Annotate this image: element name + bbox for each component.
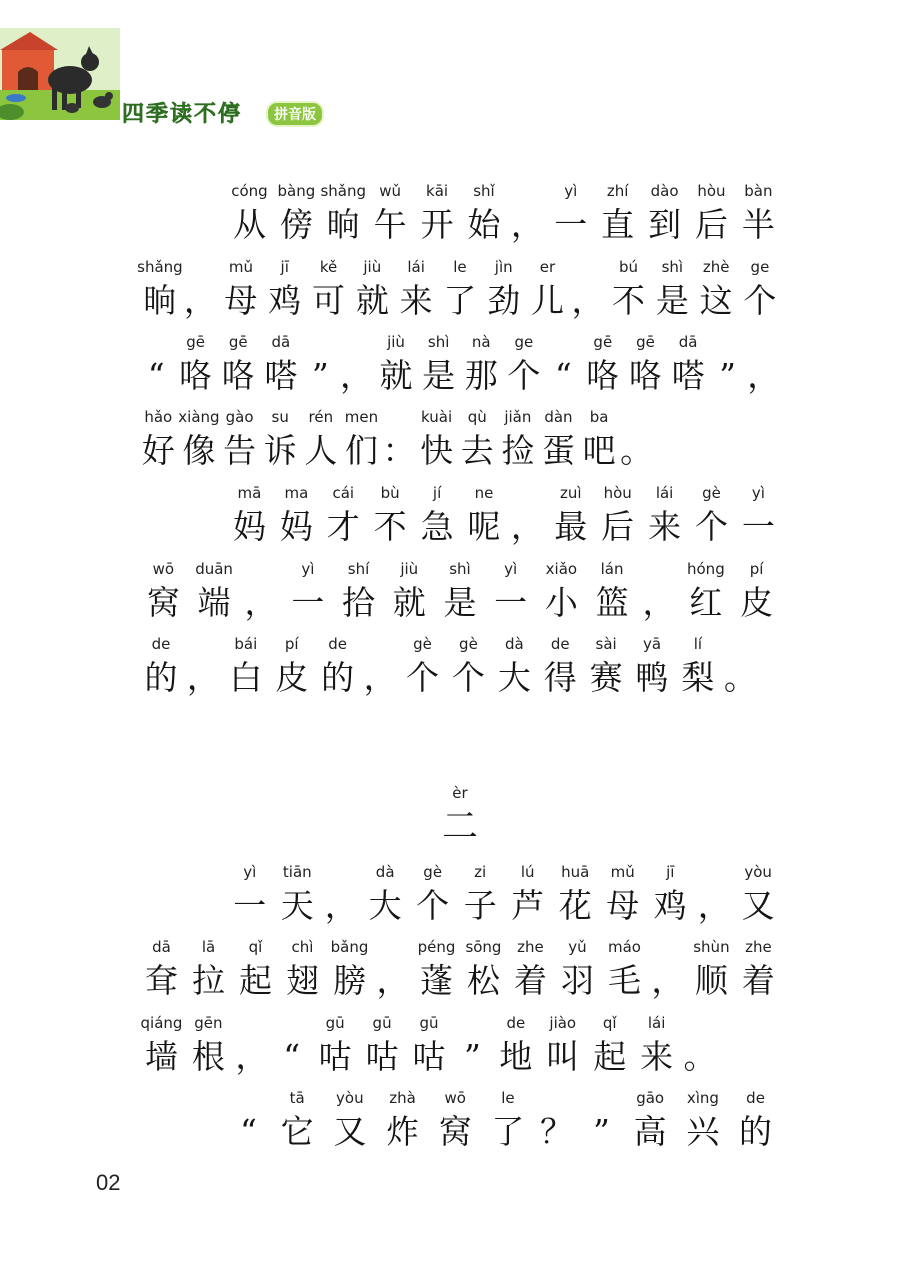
pinyin: jiào bbox=[549, 1014, 577, 1032]
hanzi: 窝 bbox=[438, 1112, 472, 1151]
pinyin: de bbox=[328, 635, 347, 653]
hanzi: 一 bbox=[233, 886, 267, 925]
hanzi: 嗒 bbox=[264, 356, 298, 395]
pinyin: qiáng bbox=[140, 1014, 183, 1032]
hanzi: 梨 bbox=[681, 658, 715, 697]
pinyin: shǎng bbox=[320, 182, 367, 200]
hanzi: 毛 bbox=[607, 961, 641, 1000]
pinyin: dā bbox=[271, 333, 291, 351]
pinyin: jī bbox=[666, 863, 675, 881]
hanzi: 就 bbox=[392, 583, 426, 622]
pinyin: dā bbox=[152, 938, 171, 956]
hanzi: 鸡 bbox=[653, 886, 687, 925]
pinyin: duān bbox=[195, 560, 233, 578]
pinyin: xiàng bbox=[178, 408, 220, 426]
pinyin: hòu bbox=[697, 182, 726, 200]
hanzi: 咕 bbox=[318, 1037, 352, 1076]
pinyin: sōng bbox=[465, 938, 502, 956]
pinyin: yì bbox=[301, 560, 315, 578]
hanzi: 直 bbox=[601, 205, 635, 244]
hanzi: 就 bbox=[355, 281, 389, 320]
pinyin bbox=[726, 331, 802, 353]
pinyin: yì bbox=[504, 560, 518, 578]
pinyin: hóng bbox=[687, 560, 725, 578]
hanzi: “ bbox=[283, 1037, 301, 1076]
pinyin: lí bbox=[693, 635, 703, 653]
hanzi: 地 bbox=[499, 1037, 533, 1076]
pinyin: zhí bbox=[606, 182, 629, 200]
pinyin: zhà bbox=[389, 1089, 416, 1107]
hanzi: 着 bbox=[741, 961, 775, 1000]
hanzi: 松 bbox=[466, 961, 500, 1000]
text-line bbox=[226, 482, 782, 558]
pinyin: mǔ bbox=[228, 258, 253, 276]
hanzi: 个 bbox=[416, 886, 450, 925]
pinyin: le bbox=[453, 258, 467, 276]
hanzi-with-pinyin bbox=[734, 861, 782, 929]
section-number: 二 bbox=[441, 806, 478, 847]
text-line bbox=[138, 331, 782, 407]
pinyin: yì bbox=[751, 484, 765, 502]
hanzi: 大 bbox=[497, 658, 531, 697]
pinyin: nà bbox=[471, 333, 491, 351]
pinyin: jiù bbox=[387, 333, 405, 351]
hanzi: “ bbox=[147, 356, 165, 395]
pinyin: gē bbox=[228, 333, 248, 351]
pinyin: ba bbox=[589, 408, 609, 426]
hanzi: 拉 bbox=[192, 961, 225, 1000]
hanzi: 翅 bbox=[286, 961, 319, 1000]
pinyin: bàn bbox=[744, 182, 773, 200]
hanzi: 。 bbox=[683, 1037, 717, 1076]
hanzi: 半 bbox=[741, 205, 775, 244]
pinyin: shì bbox=[661, 258, 684, 276]
pinyin: qǐ bbox=[602, 1014, 617, 1032]
pinyin: xìng bbox=[686, 1089, 719, 1107]
hanzi: 母 bbox=[224, 281, 258, 320]
hanzi: 子 bbox=[463, 886, 497, 925]
pinyin: jìn bbox=[494, 258, 513, 276]
hanzi: 不 bbox=[373, 507, 407, 546]
pinyin: gē bbox=[636, 333, 655, 351]
hanzi: ” bbox=[592, 1112, 610, 1151]
pinyin: ne bbox=[474, 484, 494, 502]
hanzi: 是 bbox=[422, 356, 456, 395]
hanzi: 顺 bbox=[694, 961, 728, 1000]
hanzi: ， bbox=[510, 205, 544, 244]
pinyin: gēn bbox=[194, 1014, 223, 1032]
hanzi: ” bbox=[311, 356, 329, 395]
hanzi: 从 bbox=[232, 205, 266, 244]
text-line bbox=[138, 558, 782, 634]
pinyin: shǎng bbox=[137, 258, 183, 276]
pinyin bbox=[660, 1012, 740, 1034]
doghouse-illustration bbox=[0, 28, 120, 120]
hanzi: 。 bbox=[620, 431, 654, 470]
pinyin: yǔ bbox=[568, 938, 587, 956]
hanzi: ” bbox=[719, 356, 736, 395]
hanzi: 好 bbox=[141, 431, 175, 470]
hanzi: 白 bbox=[229, 658, 263, 697]
pinyin: dào bbox=[650, 182, 679, 200]
hanzi: 高 bbox=[633, 1112, 667, 1151]
series-title: 四季读不停 bbox=[122, 101, 243, 127]
pinyin: zi bbox=[474, 863, 487, 881]
hanzi: 天 bbox=[280, 886, 314, 925]
punctuation bbox=[680, 1012, 720, 1080]
pinyin: jiù bbox=[400, 560, 419, 578]
hanzi: ， bbox=[186, 658, 220, 697]
text-line bbox=[138, 633, 760, 709]
pinyin: yòu bbox=[336, 1089, 364, 1107]
pinyin: bú bbox=[619, 258, 639, 276]
hanzi: 来 bbox=[640, 1037, 674, 1076]
pinyin: rén bbox=[308, 408, 334, 426]
pinyin: shì bbox=[449, 560, 471, 578]
hanzi: ， bbox=[183, 281, 217, 320]
hanzi-with-pinyin bbox=[738, 256, 782, 324]
pinyin: qù bbox=[467, 408, 487, 426]
pinyin: wō bbox=[152, 560, 175, 578]
pinyin: gū bbox=[372, 1014, 392, 1032]
pinyin: shǐ bbox=[473, 182, 495, 200]
hanzi: 耷 bbox=[145, 961, 178, 1000]
hanzi: 告 bbox=[223, 431, 257, 470]
hanzi: ， bbox=[642, 583, 676, 622]
pinyin: bái bbox=[234, 635, 258, 653]
hanzi: 儿 bbox=[531, 281, 564, 320]
hanzi: 咯 bbox=[586, 356, 620, 395]
hanzi: 母 bbox=[606, 886, 640, 925]
pinyin: gè bbox=[459, 635, 478, 653]
pinyin: de bbox=[746, 1089, 765, 1107]
hanzi: 的 bbox=[321, 658, 355, 697]
pinyin: de bbox=[550, 635, 570, 653]
book-header bbox=[0, 0, 360, 135]
pinyin: shí bbox=[347, 560, 370, 578]
hanzi: ” bbox=[463, 1037, 481, 1076]
pinyin: zuì bbox=[559, 484, 582, 502]
hanzi: 才 bbox=[326, 507, 360, 546]
pinyin: hǎo bbox=[144, 408, 173, 426]
pinyin: wō bbox=[444, 1089, 466, 1107]
pinyin: yòu bbox=[744, 863, 772, 881]
hanzi: 得 bbox=[543, 658, 577, 697]
text-line bbox=[226, 1087, 782, 1163]
pinyin: gū bbox=[419, 1014, 439, 1032]
hanzi: 它 bbox=[280, 1112, 314, 1151]
pinyin: bǎng bbox=[330, 938, 369, 956]
hanzi: 咕 bbox=[365, 1037, 399, 1076]
hanzi: 是 bbox=[655, 281, 689, 320]
pinyin: ge bbox=[750, 258, 770, 276]
hanzi: 去 bbox=[460, 431, 494, 470]
hanzi: 咯 bbox=[179, 356, 213, 395]
punctuation bbox=[721, 633, 760, 701]
hanzi: 又 bbox=[333, 1112, 367, 1151]
hanzi: ？ bbox=[540, 1112, 574, 1151]
pinyin: le bbox=[501, 1089, 515, 1107]
pinyin: de bbox=[506, 1014, 526, 1032]
hanzi: 蓬 bbox=[419, 961, 453, 1000]
pinyin: ma bbox=[284, 484, 309, 502]
pinyin: tā bbox=[289, 1089, 305, 1107]
hanzi: 一 bbox=[291, 583, 325, 622]
pinyin: gē bbox=[186, 333, 205, 351]
pinyin: yā bbox=[642, 635, 662, 653]
hanzi: 快 bbox=[420, 431, 454, 470]
hanzi: 来 bbox=[648, 507, 682, 546]
pinyin: cái bbox=[332, 484, 355, 502]
hanzi: 墙 bbox=[144, 1037, 178, 1076]
pinyin: de bbox=[151, 635, 171, 653]
section-number-pinyin: èr bbox=[452, 784, 468, 802]
hanzi: 起 bbox=[593, 1037, 627, 1076]
hanzi: 个 bbox=[694, 507, 728, 546]
pinyin: wǔ bbox=[379, 182, 402, 200]
hanzi: 午 bbox=[373, 205, 407, 244]
hanzi: 端 bbox=[197, 583, 231, 622]
hanzi: 的 bbox=[144, 658, 178, 697]
hanzi: 咯 bbox=[628, 356, 662, 395]
hanzi: 那 bbox=[464, 356, 498, 395]
pinyin: er bbox=[539, 258, 556, 276]
text-line bbox=[226, 861, 782, 937]
pinyin: jiǎn bbox=[504, 408, 532, 426]
pinyin: jī bbox=[280, 258, 289, 276]
page-number: 02 bbox=[96, 1170, 121, 1195]
hanzi: 呢 bbox=[467, 507, 501, 546]
pinyin: dàn bbox=[544, 408, 573, 426]
pinyin: bù bbox=[380, 484, 400, 502]
hanzi: 拾 bbox=[342, 583, 376, 622]
hanzi: 可 bbox=[312, 281, 346, 320]
pinyin: kāi bbox=[426, 182, 449, 200]
hanzi: 妈 bbox=[279, 507, 313, 546]
pinyin: pí bbox=[284, 635, 299, 653]
hanzi: 不 bbox=[612, 281, 646, 320]
pinyin bbox=[701, 633, 780, 655]
pinyin: zhe bbox=[517, 938, 544, 956]
hanzi-with-pinyin bbox=[735, 482, 782, 550]
hanzi: 皮 bbox=[740, 583, 774, 622]
hanzi: ， bbox=[324, 886, 358, 925]
hanzi-with-pinyin bbox=[735, 936, 782, 1004]
text-line bbox=[226, 180, 782, 256]
pinyin: lái bbox=[647, 1014, 666, 1032]
hanzi: 皮 bbox=[275, 658, 309, 697]
hanzi: 咕 bbox=[412, 1037, 446, 1076]
hanzi: 个 bbox=[406, 658, 440, 697]
hanzi: 像 bbox=[182, 431, 216, 470]
pinyin: lái bbox=[407, 258, 425, 276]
pinyin: gū bbox=[325, 1014, 345, 1032]
hanzi: 根 bbox=[191, 1037, 225, 1076]
pinyin: shùn bbox=[693, 938, 730, 956]
text-line bbox=[138, 256, 782, 332]
pinyin: dà bbox=[504, 635, 524, 653]
pinyin: gè bbox=[702, 484, 721, 502]
hanzi: 到 bbox=[648, 205, 682, 244]
hanzi: ， bbox=[340, 356, 374, 395]
hanzi: 起 bbox=[239, 961, 272, 1000]
pinyin: chì bbox=[291, 938, 314, 956]
hanzi: ， bbox=[651, 961, 685, 1000]
hanzi: 着 bbox=[513, 961, 547, 1000]
edition-badge: 拼音版 bbox=[266, 101, 324, 127]
hanzi: ， bbox=[376, 961, 410, 1000]
hanzi: ： bbox=[382, 431, 416, 470]
pinyin: lán bbox=[600, 560, 624, 578]
text-line bbox=[138, 406, 654, 482]
pinyin bbox=[599, 406, 674, 428]
pinyin: gào bbox=[225, 408, 254, 426]
pinyin: máo bbox=[607, 938, 641, 956]
pinyin: lái bbox=[655, 484, 674, 502]
hanzi-with-pinyin bbox=[731, 558, 782, 626]
hanzi: 咯 bbox=[221, 356, 255, 395]
pinyin: zhe bbox=[745, 938, 772, 956]
punctuation bbox=[746, 331, 782, 399]
pinyin: gāo bbox=[636, 1089, 665, 1107]
hanzi: 。 bbox=[723, 658, 757, 697]
pinyin: huā bbox=[561, 863, 590, 881]
pinyin: jiù bbox=[363, 258, 382, 276]
hanzi: 花 bbox=[558, 886, 592, 925]
pinyin: dā bbox=[678, 333, 698, 351]
pinyin: qǐ bbox=[248, 938, 263, 956]
pinyin: lú bbox=[520, 863, 535, 881]
hanzi: 来 bbox=[399, 281, 433, 320]
hanzi: 篮 bbox=[595, 583, 629, 622]
hanzi: 傍 bbox=[279, 205, 313, 244]
hanzi: 一 bbox=[554, 205, 588, 244]
hanzi: 就 bbox=[379, 356, 413, 395]
hanzi: 个 bbox=[743, 281, 777, 320]
pinyin: zhè bbox=[702, 258, 730, 276]
hanzi: 最 bbox=[554, 507, 588, 546]
hanzi: 晌 bbox=[326, 205, 360, 244]
hanzi: 急 bbox=[420, 507, 454, 546]
hanzi: “ bbox=[239, 1112, 257, 1151]
hanzi: 个 bbox=[507, 356, 541, 395]
pinyin: dà bbox=[375, 863, 395, 881]
hanzi: 鸭 bbox=[635, 658, 669, 697]
pinyin: shì bbox=[427, 333, 450, 351]
hanzi-with-pinyin bbox=[735, 180, 782, 248]
hanzi: ， bbox=[244, 583, 278, 622]
hanzi: 晌 bbox=[143, 281, 177, 320]
hanzi: 捡 bbox=[501, 431, 535, 470]
hanzi: ， bbox=[697, 886, 731, 925]
hanzi: ， bbox=[363, 658, 397, 697]
pinyin: kě bbox=[319, 258, 338, 276]
hanzi: 是 bbox=[443, 583, 477, 622]
pinyin: lā bbox=[201, 938, 216, 956]
hanzi: 小 bbox=[544, 583, 578, 622]
pinyin: su bbox=[271, 408, 289, 426]
hanzi: 后 bbox=[694, 205, 728, 244]
hanzi: 始 bbox=[467, 205, 501, 244]
pinyin: gè bbox=[423, 863, 443, 881]
hanzi: 大 bbox=[368, 886, 402, 925]
pinyin: mā bbox=[237, 484, 262, 502]
text-line bbox=[138, 936, 782, 1012]
hanzi: “ bbox=[554, 356, 572, 395]
pinyin: gè bbox=[413, 635, 432, 653]
hanzi: 炸 bbox=[386, 1112, 420, 1151]
pinyin: bàng bbox=[277, 182, 316, 200]
pinyin: xiǎo bbox=[545, 560, 578, 578]
hanzi: 吧 bbox=[582, 431, 616, 470]
hanzi: ， bbox=[235, 1037, 269, 1076]
hanzi: 又 bbox=[741, 886, 775, 925]
pinyin: mǔ bbox=[610, 863, 635, 881]
pinyin: hòu bbox=[603, 484, 632, 502]
punctuation bbox=[619, 406, 654, 474]
hanzi: 这 bbox=[699, 281, 733, 320]
hanzi: 嗒 bbox=[671, 356, 705, 395]
hanzi: 劲 bbox=[487, 281, 521, 320]
hanzi: 们 bbox=[344, 431, 378, 470]
hanzi: 后 bbox=[601, 507, 635, 546]
pinyin: tiān bbox=[282, 863, 312, 881]
pinyin: kuài bbox=[421, 408, 453, 426]
hanzi: 红 bbox=[689, 583, 723, 622]
hanzi: 蛋 bbox=[541, 431, 575, 470]
hanzi: 芦 bbox=[511, 886, 545, 925]
hanzi: 赛 bbox=[589, 658, 623, 697]
hanzi: 窝 bbox=[146, 583, 180, 622]
pinyin: péng bbox=[417, 938, 456, 956]
pinyin: yì bbox=[243, 863, 257, 881]
text-line bbox=[138, 1012, 720, 1088]
hanzi: 膀 bbox=[333, 961, 366, 1000]
hanzi: 一 bbox=[494, 583, 528, 622]
hanzi: ， bbox=[571, 281, 605, 320]
pinyin: ge bbox=[514, 333, 534, 351]
pinyin: gē bbox=[593, 333, 613, 351]
pinyin: sài bbox=[595, 635, 617, 653]
pinyin: jí bbox=[432, 484, 442, 502]
hanzi: 鸡 bbox=[268, 281, 302, 320]
hanzi: 了 bbox=[491, 1112, 525, 1151]
hanzi: 羽 bbox=[560, 961, 594, 1000]
hanzi: 诉 bbox=[263, 431, 297, 470]
hanzi: 妈 bbox=[232, 507, 266, 546]
hanzi: 叫 bbox=[546, 1037, 580, 1076]
hanzi: 的 bbox=[739, 1112, 773, 1151]
hanzi: 兴 bbox=[686, 1112, 720, 1151]
section-heading bbox=[430, 782, 490, 850]
hanzi: ， bbox=[747, 356, 781, 395]
hanzi: ， bbox=[510, 507, 544, 546]
hanzi: 人 bbox=[304, 431, 338, 470]
pinyin: men bbox=[344, 408, 379, 426]
pinyin: cóng bbox=[231, 182, 268, 200]
hanzi: 了 bbox=[443, 281, 477, 320]
hanzi-with-pinyin bbox=[729, 1087, 782, 1155]
pinyin: yì bbox=[564, 182, 578, 200]
pinyin: pí bbox=[749, 560, 764, 578]
hanzi: 开 bbox=[420, 205, 454, 244]
hanzi: 个 bbox=[451, 658, 485, 697]
hanzi: 一 bbox=[741, 507, 775, 546]
